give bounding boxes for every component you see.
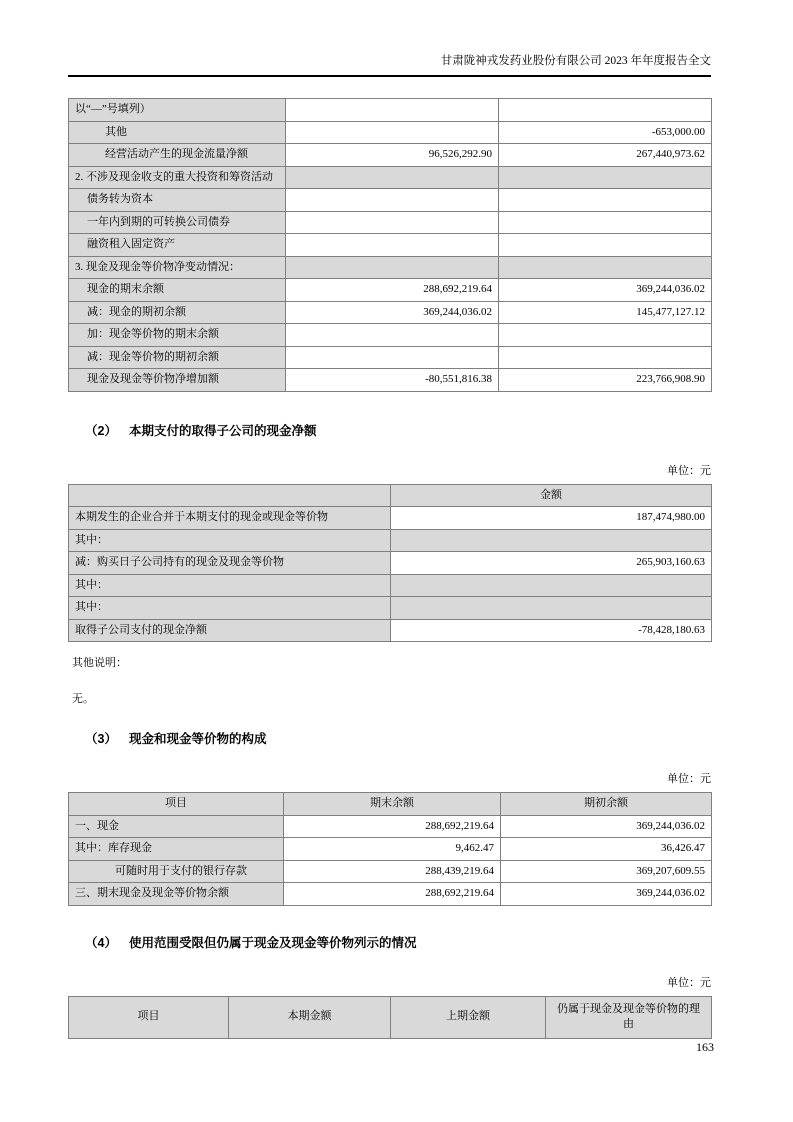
value-cell: 145,477,127.12 [499,301,712,324]
row-label-cell: 其中：库存现金 [69,838,284,861]
value-cell: 36,426.47 [501,838,712,861]
header-item-cell: 项目 [69,793,284,816]
row-label-cell: 减：购买日子公司持有的现金及现金等价物 [69,552,391,575]
value-cell [286,211,499,234]
row-label-cell: 本期发生的企业合并于本期支付的现金或现金等价物 [69,507,391,530]
section-number: （3） [85,732,117,746]
unit-label: 单位：元 [667,976,711,989]
value-cell [391,597,712,620]
other-note-value: 无。 [72,693,94,705]
table-row [69,234,712,257]
row-label-cell: 其中： [69,597,391,620]
value-cell [391,574,712,597]
value-cell [391,529,712,552]
table-row [69,619,712,642]
table-row [69,529,712,552]
value-cell: -78,428,180.63 [391,619,712,642]
value-cell [499,256,712,279]
value-cell [499,346,712,369]
value-cell: 369,244,036.02 [501,883,712,906]
value-cell [499,234,712,257]
table-row [69,838,712,861]
row-label-cell: 其他 [69,121,286,144]
value-cell: 9,462.47 [284,838,501,861]
value-cell: 187,474,980.00 [391,507,712,530]
section-number: （2） [85,423,117,438]
header-prior-amount-cell: 上期金额 [391,996,546,1038]
value-cell [499,166,712,189]
section-heading-3 [85,729,711,747]
section-title: 使用范围受限但仍属于现金及现金等价物列示的情况 [128,935,417,950]
row-label-cell: 融资租入固定资产 [69,234,286,257]
restricted-cash-header [69,996,712,1038]
value-cell [286,256,499,279]
row-label-cell: 三、期末现金及现金等价物余额 [69,883,284,906]
document-header: 甘肃陇神戎发药业股份有限公司 2023 年年度报告全文 [68,53,711,77]
value-cell: 369,244,036.02 [501,815,712,838]
table-row [69,883,712,906]
row-label-cell: 债务转为资本 [69,189,286,212]
value-cell: -80,551,816.38 [286,369,499,392]
table-row [69,144,712,167]
value-cell: 369,244,036.02 [286,301,499,324]
value-cell: 369,207,609.55 [501,860,712,883]
header-empty-cell [69,484,391,507]
subsidiary-cash-rows [69,507,712,642]
row-label-cell: 现金的期末余额 [69,279,286,302]
table-row [69,279,712,302]
row-label-cell: 3. 现金及现金等价物净变动情况： [69,256,286,279]
table-row [69,121,712,144]
row-label-cell: 加：现金等价物的期末余额 [69,324,286,347]
section-title: 本期支付的取得子公司的现金净额 [128,423,317,438]
value-cell [286,99,499,122]
unit-label: 单位：元 [667,773,711,785]
table-header-row [69,996,712,1038]
page-number: 163 [696,1040,714,1054]
header-reason-cell: 仍属于现金及现金等价物的理由 [546,996,712,1038]
section-heading-4 [85,933,711,951]
header-amount-cell: 金额 [391,484,712,507]
value-cell [499,211,712,234]
value-cell [286,121,499,144]
row-label-cell: 减：现金的期初余额 [69,301,286,324]
table-row [69,815,712,838]
table-header-row [69,484,712,507]
composition-rows [69,815,712,905]
unit-label: 单位：元 [667,464,711,477]
value-cell: 96,526,292.90 [286,144,499,167]
value-cell: 288,692,219.64 [286,279,499,302]
cash-equivalents-composition-table [68,792,712,906]
table-row [69,189,712,212]
value-cell: 288,692,219.64 [284,815,501,838]
table-header-row [69,793,712,816]
cash-flow-supplement-table [68,98,712,392]
row-label-cell: 以“—”号填列） [69,99,286,122]
section-number: （4） [85,935,117,950]
header-item-cell: 项目 [69,996,229,1038]
cash-flow-supplement-body [69,99,712,392]
value-cell: -653,000.00 [499,121,712,144]
row-label-cell: 可随时用于支付的银行存款 [69,860,284,883]
section-title: 现金和现金等价物的构成 [128,732,267,746]
table-row [69,552,712,575]
row-label-cell: 2. 不涉及现金收支的重大投资和筹资活动 [69,166,286,189]
header-current-amount-cell: 本期金额 [229,996,391,1038]
section-heading-2 [85,421,711,439]
row-label-cell: 一、现金 [69,815,284,838]
value-cell: 288,692,219.64 [284,883,501,906]
table-row [69,574,712,597]
table-row [69,597,712,620]
row-label-cell: 现金及现金等价物净增加额 [69,369,286,392]
value-cell: 265,903,160.63 [391,552,712,575]
value-cell: 369,244,036.02 [499,279,712,302]
subsidiary-cash-table [68,484,712,643]
table-row [69,324,712,347]
row-label-cell: 减：现金等价物的期初余额 [69,346,286,369]
table-row [69,99,712,122]
value-cell [286,234,499,257]
row-label-cell: 其中： [69,574,391,597]
table-row [69,211,712,234]
header-ending-balance-cell: 期末余额 [284,793,501,816]
value-cell [286,346,499,369]
table-row [69,346,712,369]
other-note-label: 其他说明： [72,657,127,669]
value-cell [286,166,499,189]
value-cell [499,189,712,212]
value-cell: 267,440,973.62 [499,144,712,167]
subsidiary-cash-body [69,484,712,507]
value-cell [499,99,712,122]
table-row [69,256,712,279]
row-label-cell: 经营活动产生的现金流量净额 [69,144,286,167]
table-row [69,860,712,883]
table-row [69,301,712,324]
restricted-cash-table [68,996,712,1039]
table-row [69,166,712,189]
value-cell [286,324,499,347]
row-label-cell: 取得子公司支付的现金净额 [69,619,391,642]
value-cell [499,324,712,347]
row-label-cell: 其中： [69,529,391,552]
value-cell: 223,766,908.90 [499,369,712,392]
row-label-cell: 一年内到期的可转换公司债券 [69,211,286,234]
header-beginning-balance-cell: 期初余额 [501,793,712,816]
value-cell [286,189,499,212]
composition-header [69,793,712,816]
table-row [69,369,712,392]
value-cell: 288,439,219.64 [284,860,501,883]
table-row [69,507,712,530]
